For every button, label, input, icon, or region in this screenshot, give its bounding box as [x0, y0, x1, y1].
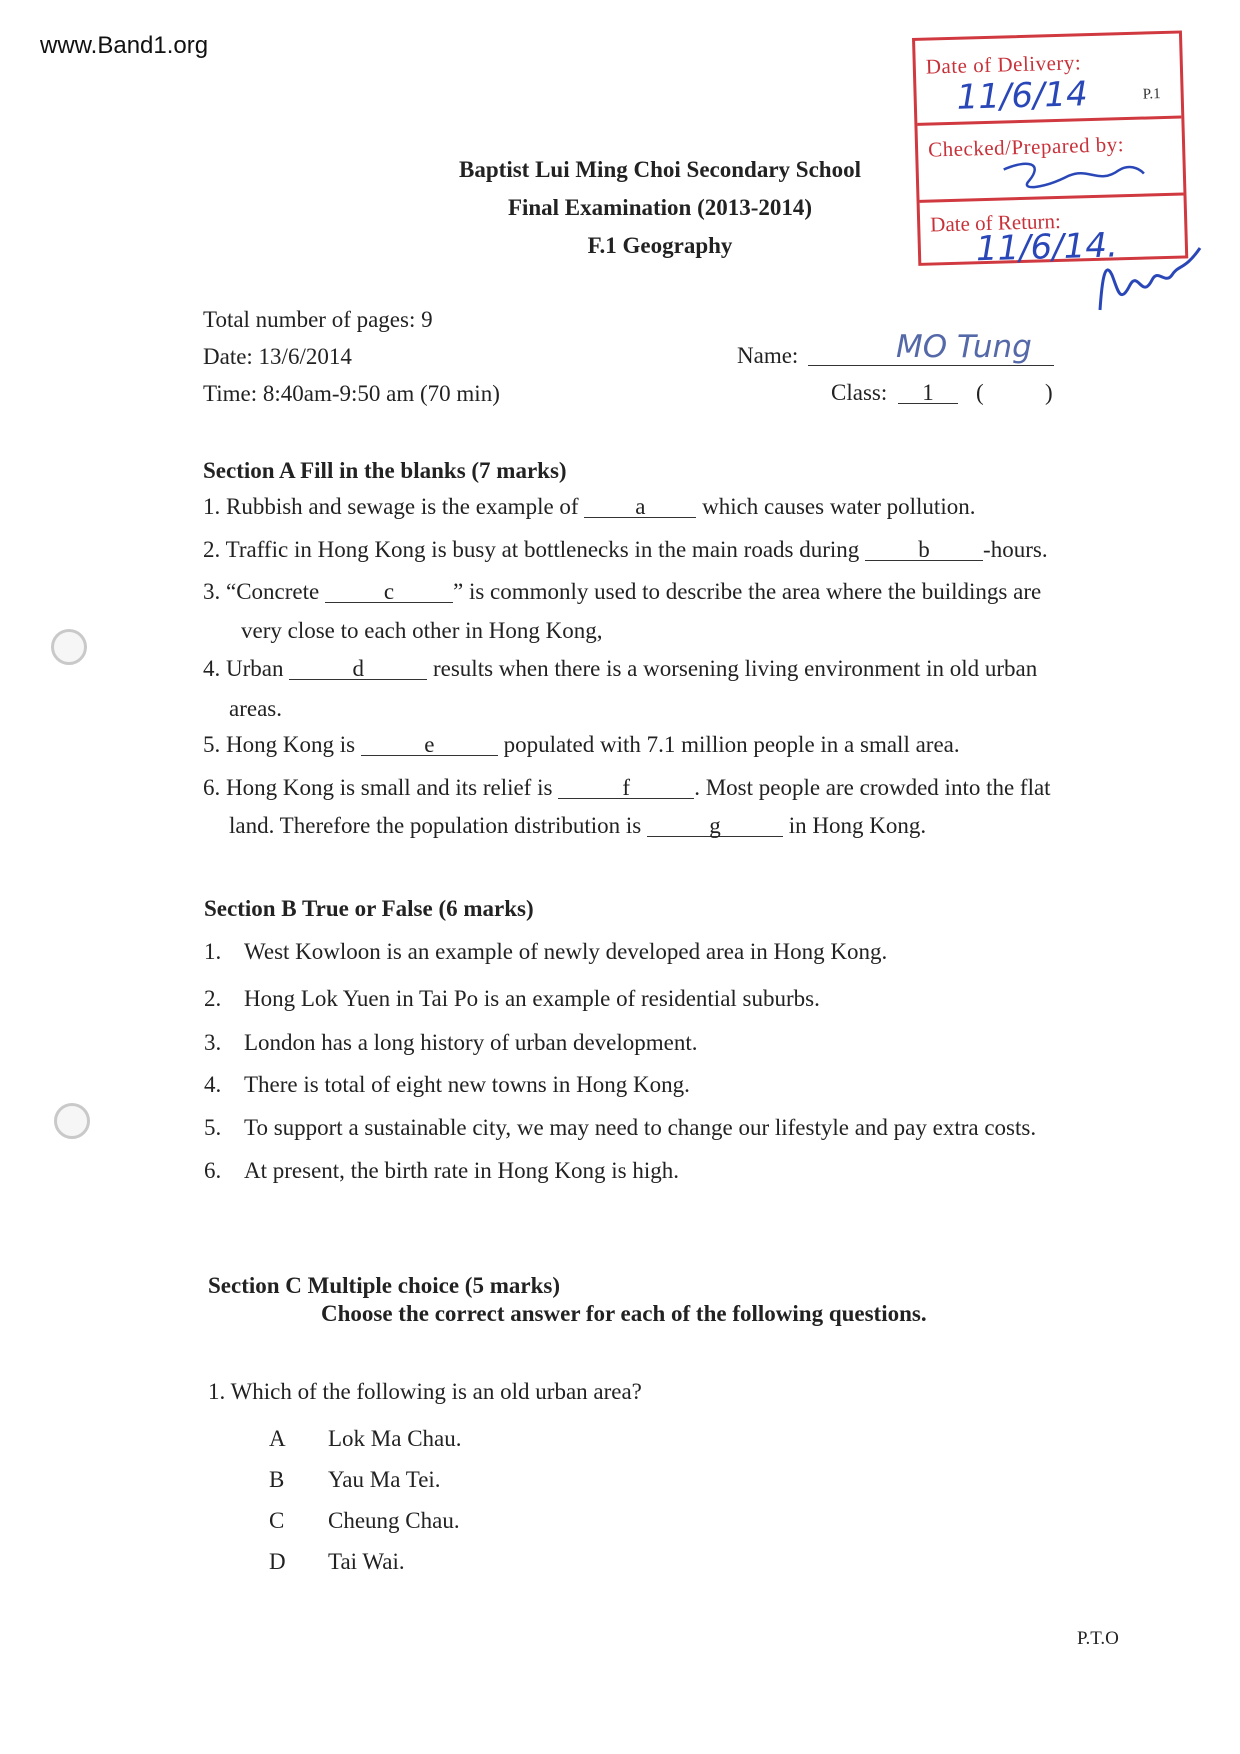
q3-blank: c [325, 582, 453, 603]
q6-cont-after: in Hong Kong. [782, 813, 927, 838]
section-b-title: Section B True or False (6 marks) [204, 896, 534, 921]
checked-label: Checked/Prepared by: [927, 132, 1125, 162]
mc-question-1: 1. Which of the following is an old urban area? [208, 1379, 642, 1404]
watermark-url: www.Band1.org [40, 32, 209, 59]
q6-text-before: 6. Hong Kong is small and its relief is [203, 775, 559, 800]
q2-blank: b [865, 540, 983, 561]
section-c-title: Section C Multiple choice (5 marks) [208, 1273, 560, 1298]
name-label: Name: [737, 343, 799, 368]
tf-item [204, 1159, 679, 1182]
q4-blank: d [289, 659, 427, 680]
q1-text-before: 1. Rubbish and sewage is the example of [203, 494, 585, 519]
class-label: Class: [831, 380, 888, 405]
q6-text-after: . Most people are crowded into the flat [694, 775, 1051, 800]
q3-text-before: 3. “Concrete [203, 579, 325, 604]
mc-option [269, 1509, 460, 1532]
tf-item-number: 5. [204, 1115, 222, 1140]
q1-blank: a [584, 497, 696, 518]
exam-title: Final Examination (2013-2014) [507, 195, 813, 220]
pto-note: P.T.O [1077, 1628, 1119, 1649]
tf-item [204, 1116, 1036, 1139]
tf-item [204, 1031, 698, 1054]
tf-item-text: West Kowloon is an example of newly developed area in Hong Kong. [244, 939, 888, 964]
class-number-open: ( [976, 380, 984, 405]
q2-text-after: -hours. [983, 537, 1048, 562]
name-field [808, 331, 1054, 366]
exam-time: Time: 8:40am-9:50 am (70 min) [203, 381, 500, 406]
tf-item-text: London has a long history of urban development. [244, 1030, 698, 1055]
tf-item-text: To support a sustainable city, we may need to change our lifestyle and pay extra costs. [244, 1115, 1037, 1140]
section-a-question-5 [203, 733, 960, 756]
total-pages: Total number of pages: 9 [203, 307, 433, 332]
class-field [898, 381, 958, 404]
q4-text-after: results when there is a worsening living environment in old urban [427, 656, 1038, 681]
q5-text-after: populated with 7.1 million people in a small area. [497, 732, 960, 757]
tf-item-text: There is total of eight new towns in Hong Kong. [244, 1072, 690, 1097]
exam-date: Date: 13/6/2014 [203, 344, 352, 369]
q5-blank: e [361, 735, 498, 756]
section-a-question-4 [203, 657, 1037, 680]
delivery-date-handwritten: 11/6/14 [956, 74, 1089, 118]
mc-option-text: Lok Ma Chau. [328, 1426, 462, 1451]
name-handwritten: MO Tung [896, 329, 1032, 365]
section-a-question-1 [203, 495, 975, 518]
q4-continuation: areas. [229, 696, 282, 721]
delivery-stamp [912, 30, 1188, 270]
mc-option-text: Tai Wai. [328, 1549, 405, 1574]
stamp-row-delivery [915, 34, 1181, 126]
section-c-instruction: Choose the correct answer for each of the following questions. [321, 1301, 927, 1326]
tf-item-text: Hong Lok Yuen in Tai Po is an example of residential suburbs. [244, 986, 820, 1011]
page-marker: P.1 [1142, 86, 1161, 103]
class-value: 1 [898, 383, 958, 404]
checked-signature [998, 155, 1149, 193]
tf-item-number: 4. [204, 1072, 222, 1097]
mc-option-letter: D [269, 1549, 286, 1574]
tf-item-text: At present, the birth rate in Hong Kong is high. [244, 1158, 680, 1183]
section-a-title: Section A Fill in the blanks (7 marks) [203, 458, 567, 483]
q2-text-before: 2. Traffic in Hong Kong is busy at bottlenecks in the main roads during [203, 537, 866, 562]
q6-continuation [229, 814, 926, 837]
return-label: Date of Return: [929, 208, 1062, 237]
q4-text-before: 4. Urban [203, 656, 290, 681]
teacher-signature [1090, 240, 1210, 320]
delivery-label: Date of Delivery: [925, 50, 1082, 79]
binder-hole-top [51, 629, 87, 665]
mc-option-text: Cheung Chau. [328, 1508, 460, 1533]
q1-text-after: which causes water pollution. [696, 494, 976, 519]
mc-option-letter: C [269, 1508, 285, 1533]
mc-option-letter: A [269, 1426, 286, 1451]
section-a-question-2 [203, 538, 1048, 561]
q6-blank-f: f [558, 778, 694, 799]
tf-item-number: 2. [204, 986, 222, 1011]
section-a-question-6 [203, 776, 1051, 799]
tf-item-number: 1. [204, 939, 222, 964]
mc-option [269, 1468, 441, 1491]
section-a-question-3 [203, 580, 1041, 603]
tf-item [204, 987, 820, 1010]
tf-item [204, 1073, 690, 1096]
q3-continuation: very close to each other in Hong Kong, [241, 618, 603, 643]
q6-blank-g: g [647, 816, 783, 837]
binder-hole-bottom [54, 1103, 90, 1139]
tf-item-number: 6. [204, 1158, 222, 1183]
mc-option [269, 1550, 405, 1573]
q5-text-before: 5. Hong Kong is [203, 732, 361, 757]
class-number-close: ) [1045, 380, 1053, 405]
tf-item [204, 940, 887, 963]
mc-option [269, 1427, 462, 1450]
q6-cont-before: land. Therefore the population distribution is [229, 813, 647, 838]
tf-item-number: 3. [204, 1030, 222, 1055]
mc-option-text: Yau Ma Tei. [328, 1467, 441, 1492]
mc-option-letter: B [269, 1467, 285, 1492]
stamp-row-checked [917, 119, 1183, 203]
return-date-handwritten: 11/6/14. [975, 225, 1119, 270]
subject-title: F.1 Geography [587, 233, 733, 258]
q3-text-after: ” is commonly used to describe the area where the buildings are [452, 579, 1042, 604]
school-name: Baptist Lui Ming Choi Secondary School [459, 157, 861, 182]
